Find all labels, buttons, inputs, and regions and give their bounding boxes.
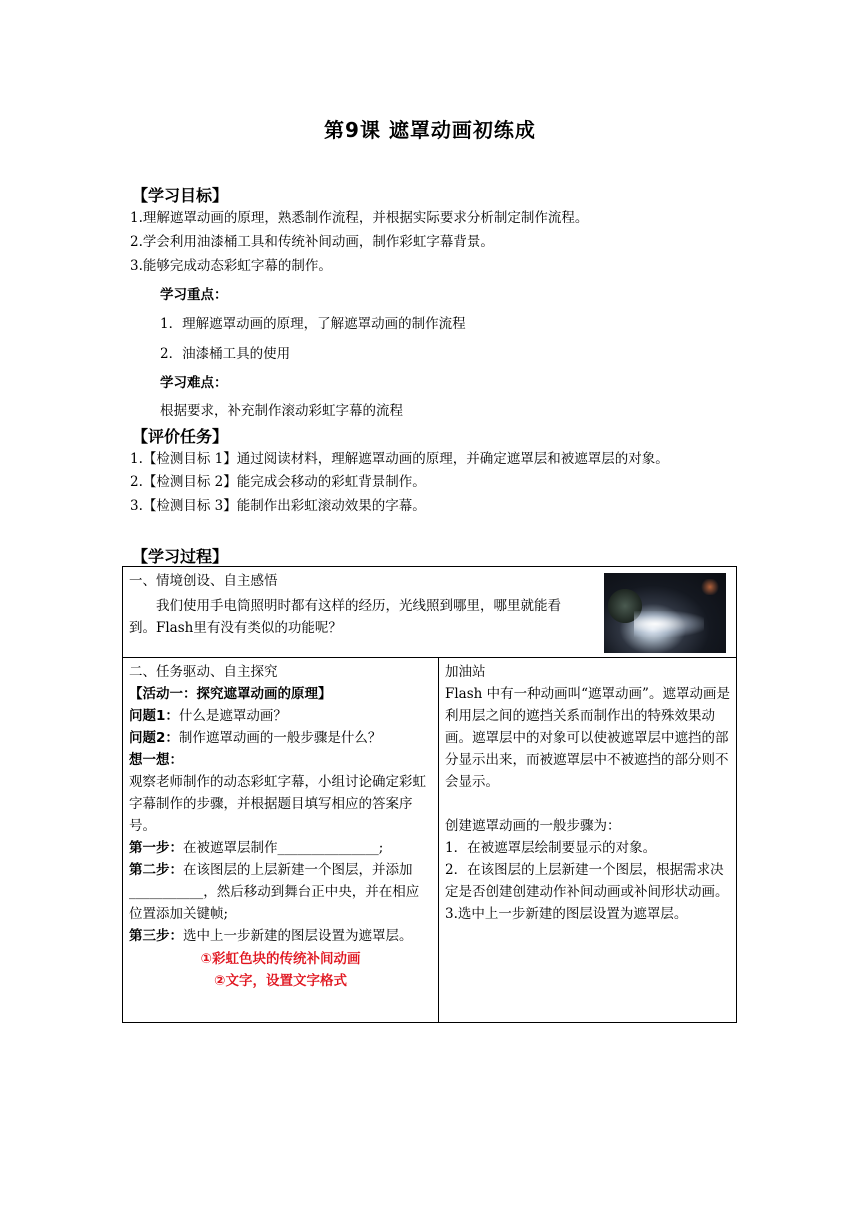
question1-text: 什么是遮罩动画？ xyxy=(178,708,287,724)
page-title: 第9课 遮罩动画初练成 xyxy=(324,118,536,142)
question1-label: 问题1： xyxy=(129,708,179,724)
objective-item: 3.能够完成动态彩虹字幕的制作。 xyxy=(130,258,332,274)
step1-text: 在被遮罩层制作_______________; xyxy=(183,840,384,856)
focus-heading: 学习重点： xyxy=(160,287,228,303)
station-step: 1．在被遮罩层绘制要显示的对象。 xyxy=(445,840,657,856)
process-heading: 【学习过程】 xyxy=(132,547,229,566)
step2-label: 第二步： xyxy=(129,862,183,878)
difficulty-text: 根据要求，补充制作滚动彩虹字幕的流程 xyxy=(160,403,403,419)
question2-label: 问题2： xyxy=(129,730,179,746)
scenario-cell xyxy=(123,567,737,658)
objectives-heading: 【学习目标】 xyxy=(132,186,229,205)
question2-text: 制作遮罩动画的一般步骤是什么？ xyxy=(178,730,382,746)
focus-item: 2．油漆桶工具的使用 xyxy=(160,346,291,362)
section2-title: 二、任务驱动、自主探究 xyxy=(129,664,278,680)
station-steps-title: 创建遮罩动画的一般步骤为： xyxy=(445,818,621,834)
evaluation-heading: 【评价任务】 xyxy=(132,427,229,446)
answer-option-1: ①彩虹色块的传统补间动画 xyxy=(200,951,361,967)
think-text: 观察老师制作的动态彩虹字幕，小组讨论确定彩虹字幕制作的步骤，并根据题目填写相应的答案序号。 xyxy=(129,774,426,834)
station-text: Flash 中有一种动画叫“遮罩动画”。遮罩动画是利用层之间的遮挡关系而制作出的特殊效果动画。遮罩层中的对象可以使被遮罩层中遮挡的部分显示出来，而被遮罩层中不被遮挡的部分则不会显示。 xyxy=(445,686,730,790)
step2-text: 在该图层的上层新建一个图层，并添加___________，然后移动到舞台正中央，并在相应位置添加关键帧; xyxy=(129,862,420,922)
think-label: 想一想： xyxy=(129,752,183,768)
step3-text: 选中上一步新建的图层设置为遮罩层。 xyxy=(183,928,413,944)
evaluation-item: 3.【检测目标 3】能制作出彩虹滚动效果的字幕。 xyxy=(130,498,426,514)
process-table xyxy=(122,566,737,1023)
station-title: 加油站 xyxy=(445,664,486,680)
section1-text: 我们使用手电筒照明时都有这样的经历，光线照到哪里，哪里就能看到。Flash里有没有类似的功能呢？ xyxy=(129,598,561,636)
evaluation-item: 2.【检测目标 2】能完成会移动的彩虹背景制作。 xyxy=(130,474,426,490)
evaluation-item: 1.【检测目标 1】通过阅读材料，理解遮罩动画的原理，并确定遮罩层和被遮罩层的对象。 xyxy=(130,451,669,467)
objective-item: 2.学会利用油漆桶工具和传统补间动画，制作彩虹字幕背景。 xyxy=(130,234,494,250)
inquiry-cell xyxy=(123,658,439,1023)
station-cell xyxy=(439,658,737,1023)
focus-item: 1．理解遮罩动画的原理，了解遮罩动画的制作流程 xyxy=(160,316,466,332)
difficulty-heading: 学习难点： xyxy=(160,375,228,391)
answer-option-2: ②文字，设置文字格式 xyxy=(214,973,347,989)
step3-label: 第三步： xyxy=(129,928,183,944)
section1-title: 一、情境创设、自主感悟 xyxy=(129,573,278,589)
station-step: 3.选中上一步新建的图层设置为遮罩层。 xyxy=(445,906,688,922)
step1-label: 第一步： xyxy=(129,840,183,856)
flashlight-photo xyxy=(604,573,726,653)
objective-item: 1.理解遮罩动画的原理，熟悉制作流程，并根据实际要求分析制定制作流程。 xyxy=(130,210,589,226)
activity-title: 【活动一：探究遮罩动画的原理】 xyxy=(129,686,332,702)
station-step: 2．在该图层的上层新建一个图层，根据需求决定是否创建创建动作补间动画或补间形状动画。 xyxy=(445,862,729,900)
